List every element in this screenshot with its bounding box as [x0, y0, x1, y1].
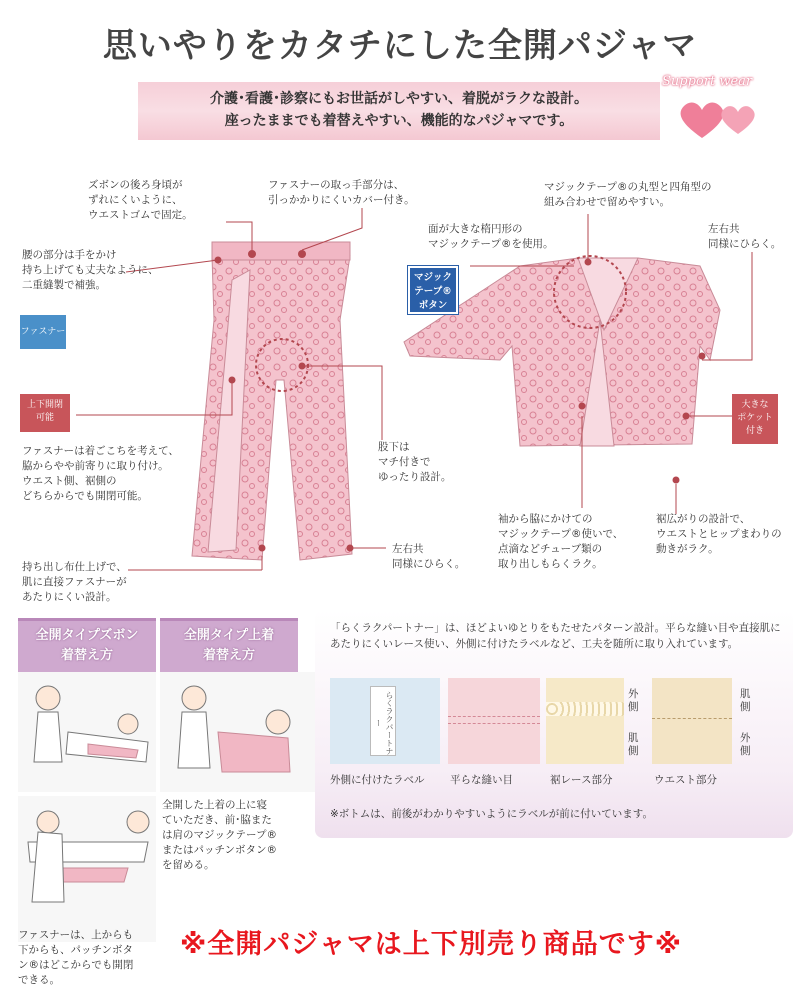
note-line: ファスナーは着ごこちを考えて、 — [22, 445, 179, 457]
waist-skin-side-label — [740, 688, 751, 714]
side-char: 側 — [740, 745, 751, 757]
large-pocket-label — [732, 394, 778, 444]
page-title: 思いやりをカタチにした全開パジャマ — [102, 26, 698, 66]
note-line: 同様にひらく。 — [392, 558, 466, 570]
guide-line: できる。 — [18, 974, 60, 986]
note-line: 股下は — [378, 441, 410, 453]
fastener-label: ファスナー — [20, 315, 66, 349]
note-line: 脇からやや前寄りに取り付け。 — [22, 460, 169, 472]
note-waist — [22, 248, 159, 293]
note-line: ズボンの後ろ身頃が — [88, 179, 183, 191]
note-pants-both-sides — [392, 542, 465, 572]
bottom-label-note: ※ボトムは、前後がわかりやすいようにラベルが前に付いています。 — [330, 808, 653, 820]
note-velcro-combo — [544, 180, 711, 210]
guide-line: は肩のマジックテープ® — [162, 829, 277, 841]
tab-line: 全開タイプズボン — [35, 628, 139, 643]
note-line: ウエスト側、裾側の — [22, 475, 117, 487]
note-line: 左右共 — [392, 543, 424, 555]
caption-label: 外側に付けたラベル — [330, 774, 425, 786]
caption-waist: ウエスト部分 — [654, 774, 717, 786]
side-char: 側 — [628, 701, 639, 713]
side-char: 外 — [740, 732, 751, 744]
waist-swatch — [652, 678, 732, 764]
side-char: 側 — [740, 701, 751, 713]
side-char: 肌 — [740, 688, 751, 700]
note-line: マジックテープ®を使用。 — [428, 238, 554, 250]
note-oval-velcro — [428, 222, 553, 252]
label-line: 可能 — [35, 413, 54, 423]
magic-tape-button-badge — [408, 266, 458, 314]
note-line: 袖から脇にかけての — [498, 513, 593, 525]
hearts-icon — [672, 92, 772, 142]
note-zipper-pull — [268, 178, 415, 208]
note-flap — [22, 560, 127, 605]
label-swatch — [330, 678, 440, 764]
guide-line: ていただき、前･脇また — [162, 814, 272, 826]
tab-line: 全開タイプ上着 — [183, 628, 275, 643]
badge-line: マジック — [413, 272, 452, 283]
note-line: 腰の部分は手をかけ — [22, 249, 117, 261]
note-sleeve-velcro — [498, 512, 623, 572]
hem-skin-side-label — [628, 732, 639, 758]
note-line: 引っかかりにくいカバー付き。 — [268, 194, 415, 206]
note-flared-hem — [656, 512, 782, 557]
label-line: ポケット — [737, 413, 773, 423]
note-line: どちらからでも開閉可能。 — [22, 490, 148, 502]
top-guide-text — [162, 798, 316, 873]
side-char: 側 — [628, 745, 639, 757]
note-line: 組み合わせで留めやすい。 — [544, 196, 670, 208]
note-crotch — [378, 440, 451, 485]
guide-line: ファスナーは、上からも — [18, 929, 134, 941]
badge-line: ボタン — [418, 300, 448, 311]
label-line: 大きな — [741, 400, 769, 410]
note-line: 二重縫製で補強。 — [22, 279, 106, 291]
note-line: あたりにくい設計。 — [22, 591, 117, 603]
guide-line: を留める。 — [162, 859, 215, 871]
side-char: 外 — [628, 688, 639, 700]
note-zipper-desc — [22, 444, 179, 504]
waist-seam — [652, 718, 732, 719]
note-line: 面が大きな楕円形の — [428, 223, 523, 235]
note-line: マチ付きで — [378, 456, 431, 468]
intro-line-2: 座ったままでも着替えやすい、機能的なパジャマです。 — [224, 113, 574, 129]
intro-banner — [138, 82, 660, 140]
hem-outer-side-label — [628, 688, 639, 714]
note-line: 持ち出し布仕上げで、 — [22, 561, 127, 573]
guide-line: ン®はどこからでも開閉 — [18, 959, 134, 971]
intro-line-1: 介護･看護･診察にもお世話がしやすい、着脱がラクな設計。 — [210, 91, 588, 107]
pants-guide-text — [18, 928, 168, 988]
note-line: 同様にひらく。 — [708, 238, 782, 250]
seam-line — [448, 716, 540, 724]
note-line: 裾広がりの設計で、 — [656, 513, 751, 525]
badge-line: テープ® — [414, 286, 452, 297]
label-line: 付き — [745, 426, 764, 436]
caption-hem-lace: 裾レース部分 — [550, 774, 613, 786]
label-line: 上下開閉 — [26, 400, 63, 410]
open-top-bottom-label — [20, 394, 70, 432]
care-label: らくラクパートナー — [370, 686, 396, 756]
hem-lace-swatch — [546, 678, 624, 764]
guide-line: 下からも、パッチンボタ — [18, 944, 133, 956]
flat-seam-swatch — [448, 678, 540, 764]
guide-line: またはパッチンボタン® — [162, 844, 277, 856]
pants-illustration — [192, 242, 354, 560]
lace-band — [546, 702, 624, 716]
note-line: ウエストとヒップまわりの — [656, 528, 782, 540]
note-line: マジックテープ®使いで、 — [498, 528, 624, 540]
note-line: 取り出しもらくラク。 — [498, 558, 603, 570]
side-char: 肌 — [628, 732, 639, 744]
note-line: 肌に直接ファスナーが — [22, 576, 127, 588]
note-line: ウエストゴムで固定。 — [88, 209, 193, 221]
note-line: ゆったり設計。 — [378, 471, 452, 483]
partner-description: 「らくラクパートナー」は、ほどよいゆとりをもたせたパターン設計。平らな縫い目や直接肌にあたりにくいレース使い、外側に付けたラベルなど、工夫を随所に取り入れています。 — [330, 622, 781, 650]
note-line: 動きがラク。 — [656, 543, 719, 555]
note-line: 持ち上げても丈夫なように、 — [22, 264, 159, 276]
pants-guide-tab — [18, 618, 156, 672]
note-top-both-sides — [708, 222, 781, 252]
sold-separately-notice: ※全開パジャマは上下別売り商品です※ — [180, 929, 682, 960]
waist-outer-side-label — [740, 732, 751, 758]
tab-line: 着替え方 — [202, 648, 255, 663]
note-line: 点滴などチューブ類の — [498, 543, 603, 555]
tab-line: 着替え方 — [60, 648, 113, 663]
note-line: 左右共 — [708, 223, 740, 235]
support-wear-logo-text: Support wear — [662, 74, 753, 89]
guide-line: 全開した上着の上に寝 — [162, 799, 267, 811]
note-line: マジックテープ®の丸型と四角型の — [544, 181, 712, 193]
note-back-rise — [88, 178, 193, 223]
caption-flat-seam: 平らな縫い目 — [450, 774, 513, 786]
note-line: ファスナーの取っ手部分は、 — [268, 179, 405, 191]
note-line: ずれにくいように、 — [88, 194, 183, 206]
top-guide-tab — [160, 618, 298, 672]
